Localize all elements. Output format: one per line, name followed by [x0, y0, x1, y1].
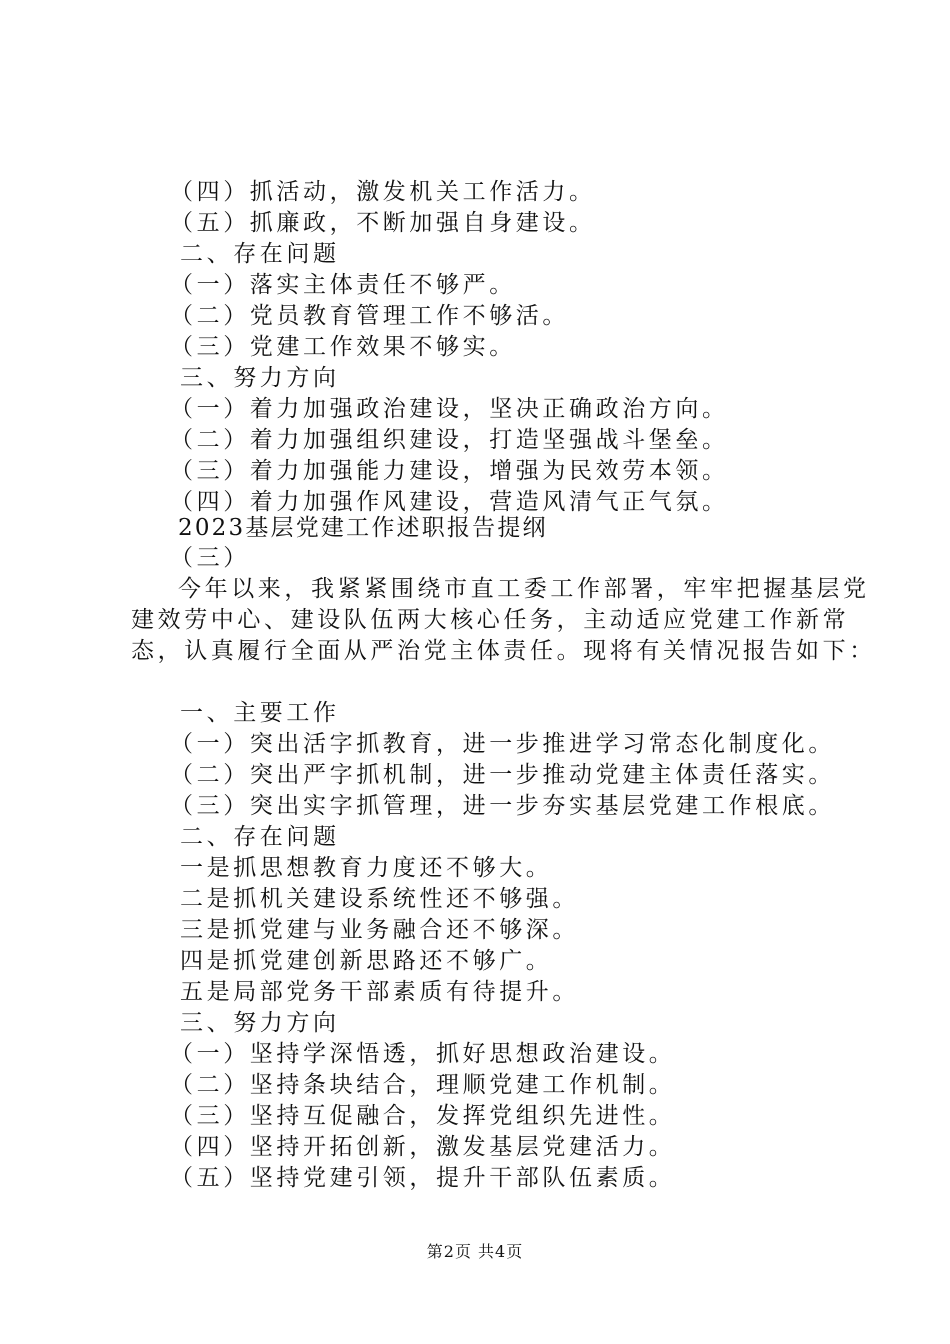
paragraph-line: 态，认真履行全面从严治党主体责任。现将有关情况报告如下：	[131, 638, 876, 664]
text-line: （四）抓活动，激发机关工作活力。	[170, 179, 596, 205]
text-line: （一）坚持学深悟透，抓好思想政治建设。	[170, 1041, 676, 1067]
page-footer: 第2页 共4页	[426, 1242, 524, 1261]
section-heading: 一、主要工作	[180, 700, 340, 726]
text-line: （一）突出活字抓教育，进一步推进学习常态化制度化。	[170, 731, 835, 757]
text-line: （三）突出实字抓管理，进一步夯实基层党建工作根底。	[170, 793, 835, 819]
text-line: （一）落实主体责任不够严。	[170, 272, 516, 298]
text-line: （二）突出严字抓机制，进一步推动党建主体责任落实。	[170, 762, 835, 788]
section-heading: 二、存在问题	[180, 241, 340, 267]
text-line: （五）抓廉政，不断加强自身建设。	[170, 210, 596, 236]
text-line: 四是抓党建创新思路还不够广。	[180, 948, 553, 974]
document-title: 2023基层党建工作述职报告提纲	[178, 515, 548, 541]
document-subtitle: （三）	[170, 545, 250, 571]
text-line: （二）党员教育管理工作不够活。	[170, 303, 569, 329]
text-line: （三）党建工作效果不够实。	[170, 334, 516, 360]
text-line: 五是局部党务干部素质有待提升。	[180, 979, 579, 1005]
text-line: 二是抓机关建设系统性还不够强。	[180, 886, 579, 912]
text-line: 一是抓思想教育力度还不够大。	[180, 855, 553, 881]
section-heading: 三、努力方向	[180, 365, 340, 391]
text-line: （三）坚持互促融合，发挥党组织先进性。	[170, 1103, 676, 1129]
text-line: （二）坚持条块结合，理顺党建工作机制。	[170, 1072, 676, 1098]
paragraph-line: 建效劳中心、建设队伍两大核心任务，主动适应党建工作新常	[131, 607, 850, 633]
text-line: 三是抓党建与业务融合还不够深。	[180, 917, 579, 943]
text-line: （五）坚持党建引领，提升干部队伍素质。	[170, 1165, 676, 1191]
text-line: （一）着力加强政治建设，坚决正确政治方向。	[170, 396, 729, 422]
paragraph-line: 今年以来，我紧紧围绕市直工委工作部署，牢牢把握基层党	[178, 576, 870, 602]
section-heading: 二、存在问题	[180, 824, 340, 850]
text-line: （四）着力加强作风建设，营造风清气正气氛。	[170, 489, 729, 515]
text-line: （四）坚持开拓创新，激发基层党建活力。	[170, 1134, 676, 1160]
section-heading: 三、努力方向	[180, 1010, 340, 1036]
text-line: （二）着力加强组织建设，打造坚强战斗堡垒。	[170, 427, 729, 453]
text-line: （三）着力加强能力建设，增强为民效劳本领。	[170, 458, 729, 484]
